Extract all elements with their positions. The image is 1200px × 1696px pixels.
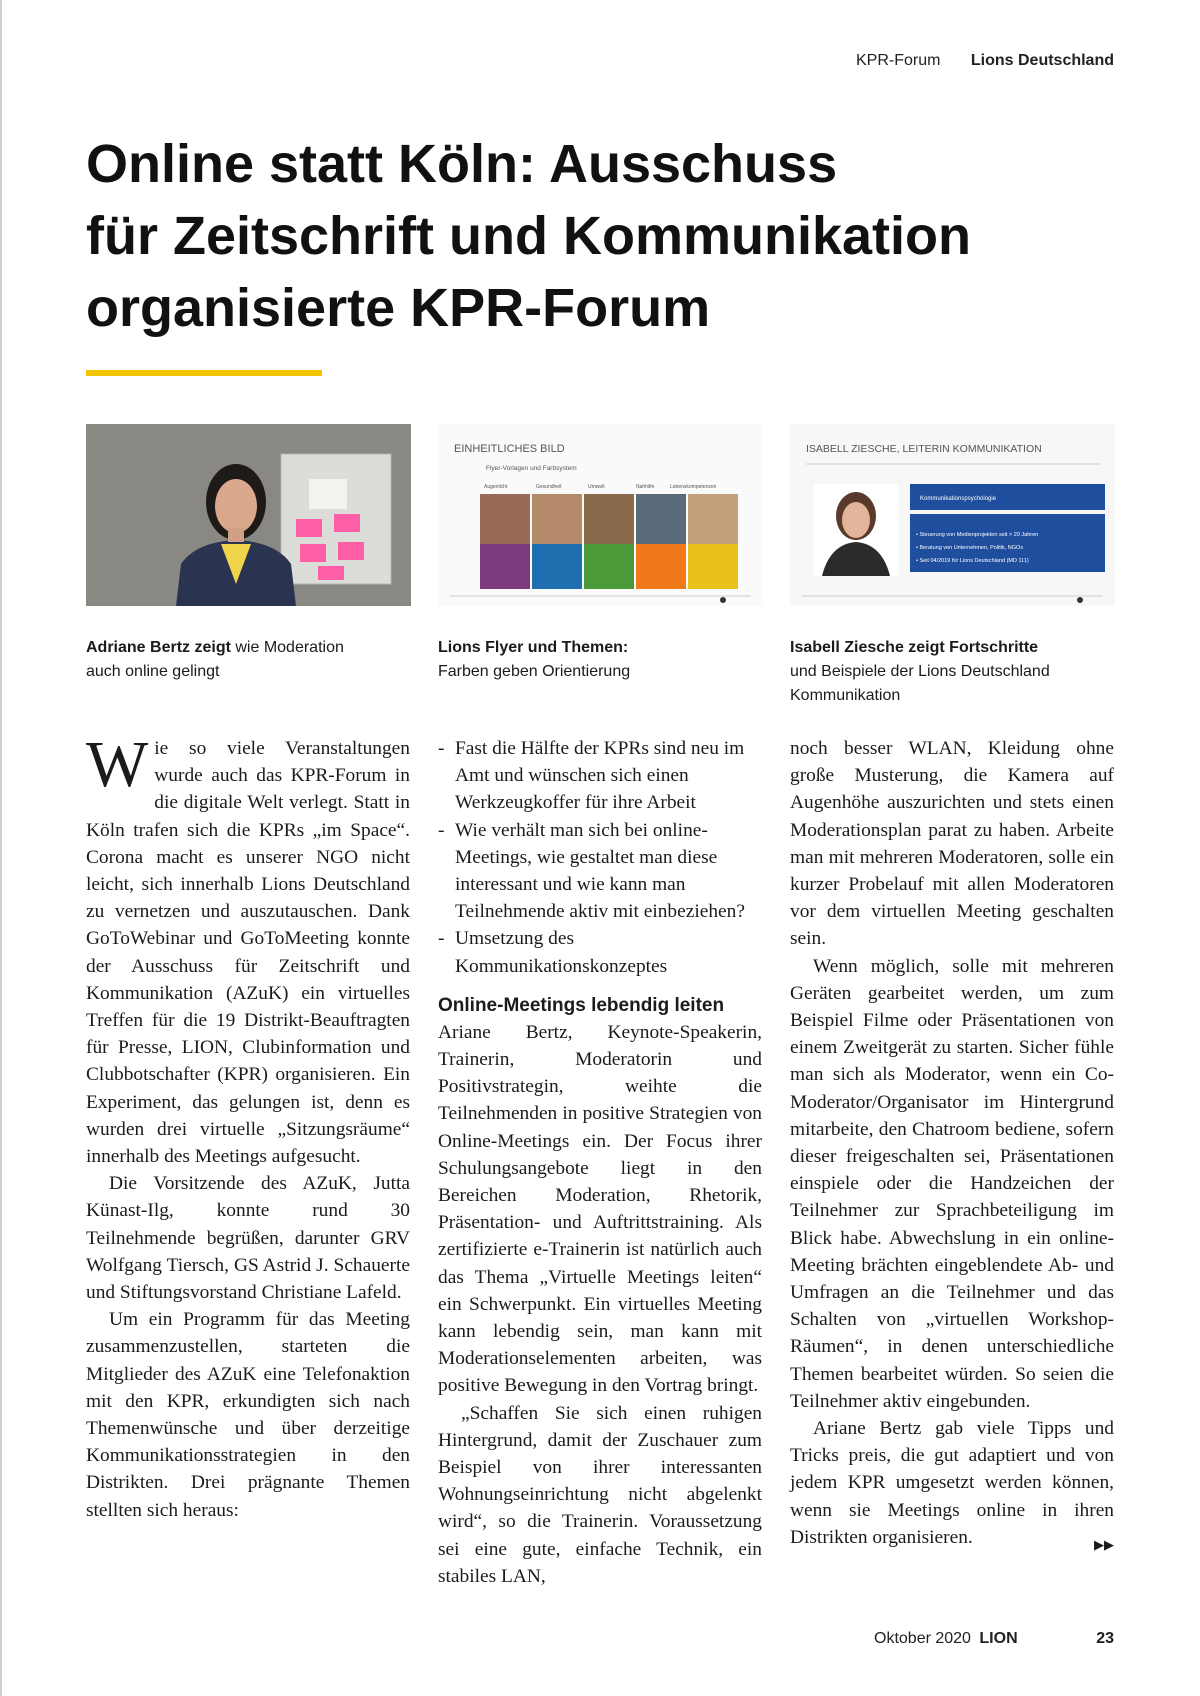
slide2-tab-2: Gesundheit: [536, 484, 562, 490]
caption-1-rest: wie Moderation: [230, 639, 344, 656]
col2-paragraph-2: „Schaffen Sie sich einen ruhigen Hintergrund, damit der Zuschauer zum Beispiel von ihrer interessanten Wohnungseinrichtung nicht abgelenkt wird“, so die Trainerin. Voraussetzung sei eine gute, einfache Technik, ein stabiles LAN,: [438, 1402, 762, 1587]
article-column-1: [86, 728, 410, 1524]
slide3-bullet-1: • Steuerung von Medienprojekten seit > 20 Jahren: [916, 532, 1039, 538]
topic-list-item: [438, 817, 762, 926]
section-subheading: Online-Meetings lebendig leiten: [438, 994, 725, 1016]
topic-list: [438, 735, 762, 980]
title-line-2: für Zeitschrift und Kommunikation: [86, 206, 971, 266]
header-brand: Lions Deutschland: [970, 52, 1114, 69]
header-section: KPR-Forum: [855, 52, 941, 69]
article-column-2: [438, 735, 762, 1590]
slide3-bullet-3: • Seit 04/2019 für Lions Deutschland (MD 111): [916, 558, 1029, 564]
slide3-bullet-2: • Beratung von Unternehmen, Politik, NGOs: [916, 545, 1024, 551]
topic-1: Fast die Hälfte der KPRs sind neu im Amt und wünschen sich einen Werkzeugkoffer für ihre Arbeit: [455, 738, 745, 814]
topic-list-item: [438, 735, 762, 817]
footer-magazine: LION: [979, 1630, 1018, 1647]
slide2-tab-1: Augenlicht: [484, 484, 508, 490]
col1-paragraph-1: [86, 728, 410, 1170]
slide2-heading: EINHEITLICHES BILD: [454, 443, 565, 455]
end-of-page-arrow-icon: ▶▶: [1094, 1537, 1114, 1553]
col3-paragraph-1: noch besser WLAN, Kleidung ohne große Musterung, die Kamera auf Augenhöhe auszurichten und stets einen Moderationsplan parat zu haben. Arbeite man mit mehreren Moderatoren, solle ein kurzer Probelauf mit allen Moderatoren vor dem virtuellen Meeting geschalten sein.: [790, 738, 1114, 950]
footer-issue: Oktober 2020: [874, 1630, 971, 1647]
article-column-3: [790, 735, 1114, 1559]
col3-paragraph-2: Wenn möglich, solle mit mehreren Geräten gearbeitet werden, um zum Beispiel Filme oder Präsentationen von einem Zweitgerät zu starten. Sicher fühle man sich als Moderator, wenn ein Co-Moderator/Organisator im Hintergrund mitarbeite, den Chatroom bediene, sofern dieser freigeschalten sei, Präsentationen einspiele oder die Handzeichen der Teilnehmer zur Sprachbeteiligung im Blick habe. Abwechslung in ein online-Meeting brächten eingeblendete Ab- und Umfragen an die Teilnehmer und das Schalten von „virtuellen Workshop-Räumen“, in denen unterschiedliche Themen bearbeitet würden. So seien die Teilnehmer aktiv eingebunden.: [790, 955, 1114, 1412]
caption-2-bold: Lions Flyer und Themen:: [438, 639, 629, 656]
list-dash: -: [438, 819, 445, 841]
page-footer: [874, 1630, 1018, 1648]
photo-caption-2: [438, 636, 768, 684]
slide2-subheading: Flyer-Vorlagen und Farbsystem: [486, 465, 577, 472]
photo-caption-3: [790, 636, 1120, 708]
col3-paragraph-3-text: Ariane Bertz gab viele Tipps und Tricks preis, die gut adaptiert und von jedem KPR umgesetzt werden können, wenn sie Meetings online in ihren Distrikten organisieren.: [790, 1418, 1114, 1548]
slide3-box-title: Kommunikationspsychologie: [920, 496, 997, 502]
title-line-1: Online statt Köln: Ausschuss: [86, 134, 838, 194]
col3-paragraph-3: [790, 1415, 1114, 1551]
slide2-tab-4: Nahhilfe: [636, 484, 655, 490]
photo-webcam-speaker: [86, 424, 411, 606]
col2-paragraph-1: Ariane Bertz, Keynote-Speakerin, Trainerin, Moderatorin und Positivstrategin, weihte die Teilnehmenden in positive Strategien von Online-Meetings ein. Der Focus ihrer Schulungsangebote liegt in den Bereichen Moderation, Rhetorik, Präsentation- und Auftrittstraining. Als zertifizierte e-Trainerin ist natürlich auch das Thema „Virtuelle Meetings leiten“ ein Schwerpunkt. Ein virtuelles Meeting kann lebendig sein, man kann mit Moderationselementen arbeiten, was positive Bewegung in den Vortrag bringt.: [438, 1021, 762, 1397]
article-title: [86, 128, 1096, 344]
title-accent-bar: [86, 370, 322, 376]
topic-3: Umsetzung des Kommunikationskonzeptes: [455, 928, 668, 977]
page-number: 23: [1096, 1630, 1114, 1647]
page-edge-rule: [0, 0, 2, 1696]
topic-2: Wie verhält man sich bei online-Meetings, wie gestaltet man diese interessant und wie kann man Teilnehmende aktiv mit einbeziehen?: [455, 819, 745, 923]
title-line-3: organisierte KPR-Forum: [86, 278, 711, 338]
running-header: [856, 52, 1114, 70]
slide2-tab-3: Umwelt: [588, 484, 605, 490]
topic-list-item: [438, 925, 762, 979]
list-dash: -: [438, 738, 445, 759]
slide3-heading: ISABELL ZIESCHE, LEITERIN KOMMUNIKATION: [806, 443, 1042, 455]
photo-flyer-slide: [438, 424, 763, 606]
caption-1-bold: Adriane Bertz zeigt: [86, 639, 231, 656]
slide2-tab-5: Lebenskompetenzen: [670, 484, 717, 490]
col1-paragraph-2: Die Vorsitzende des AZuK, Jutta Künast-Ilg, konnte rund 30 Teilnehmende begrüßen, darunter GRV Wolfgang Tiersch, GS Astrid J. Schauerte und Stiftungsvorstand Christiane Lafeld.: [86, 1173, 410, 1304]
photo-presenter-slide: [790, 424, 1115, 606]
caption-2-line2: Farben geben Orientierung: [438, 663, 631, 680]
caption-3-bold: Isabell Ziesche zeigt Fortschritte: [790, 639, 1039, 656]
caption-3-line3: Kommunikation: [790, 687, 901, 704]
caption-3-line2: und Beispiele der Lions Deutschland: [790, 663, 1050, 680]
photo-caption-1: [86, 636, 416, 684]
list-dash: -: [438, 928, 445, 950]
col1-paragraph-1-text: ie so viele Veranstaltungen wurde auch das KPR-Forum in die digitale Welt verlegt. Statt in Köln trafen sich die KPRs „im Space“. Corona macht es unserer NGO nicht leicht, sich innerhalb Lions Deutschland zu vernetzen und auszutauschen. Dank GoToWebinar und GoToMeeting konnte der Ausschuss für Zeitschrift und Kommunikation (AZuK) ein virtuelles Treffen für die 19 Distrikt-Beauftragten für Presse, LION, Clubinformation und Clubbotschafter (KPR) organisieren. Ein Experiment, das gelungen ist, denn es wurden drei virtuelle „Sitzungsräume“ innerhalb des Meetings aufgesucht.: [86, 738, 410, 1168]
col1-paragraph-3: Um ein Programm für das Meeting zusammenzustellen, starteten die Mitglieder des AZuK eine Telefonaktion mit den KPR, erkundigten sich nach Themenwünsche und über derzeitige Kommunikationsstrategien in den Distrikten. Drei prägnante Themen stellten sich heraus:: [86, 1309, 410, 1521]
drop-cap: W: [86, 728, 149, 801]
caption-1-line2: auch online gelingt: [86, 663, 220, 680]
